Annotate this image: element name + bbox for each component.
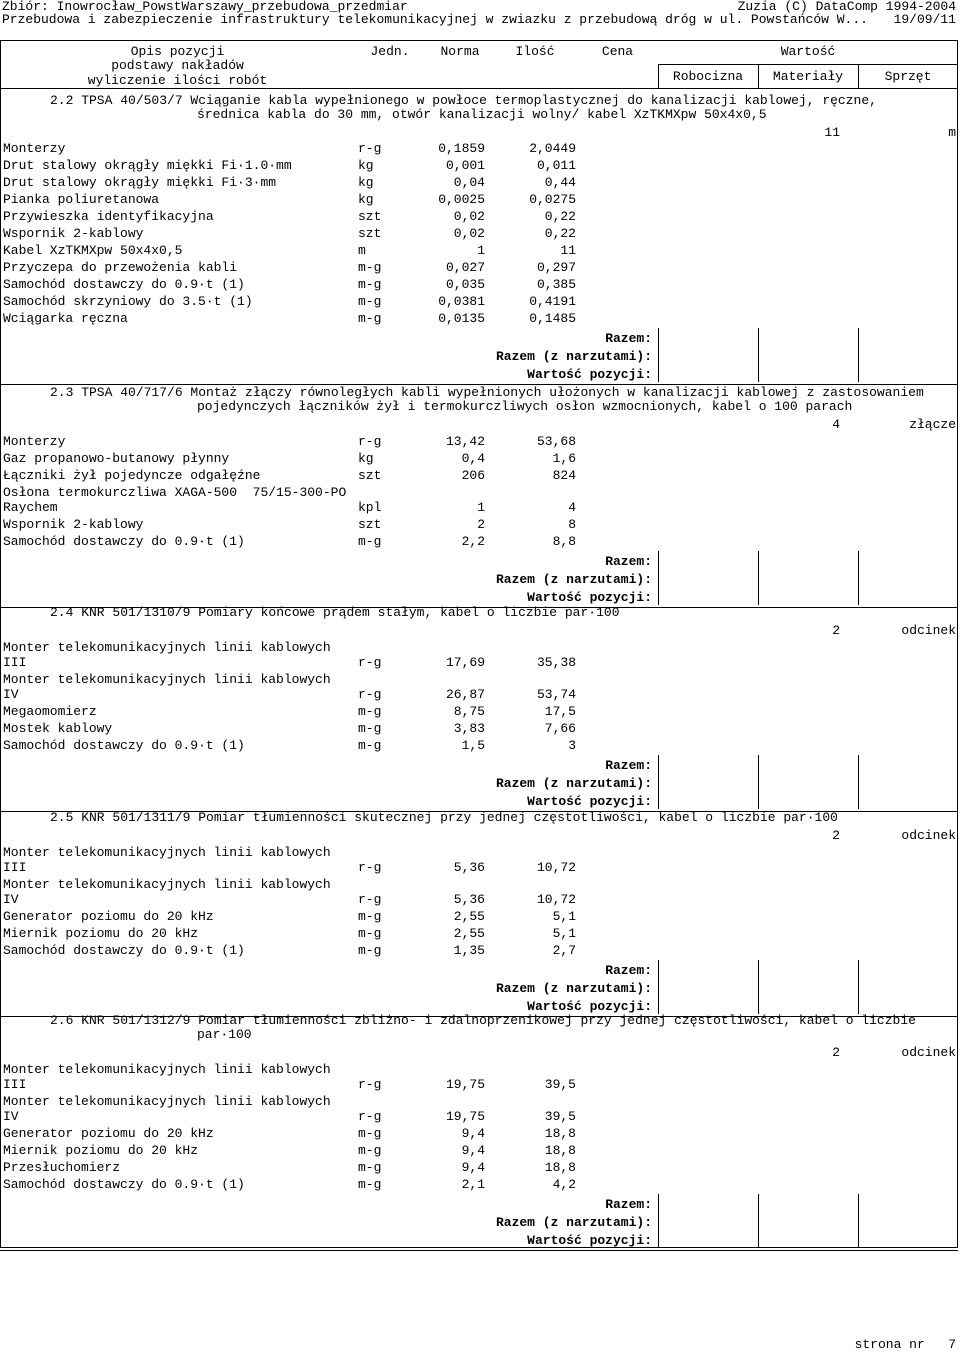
section-qty: 2 bbox=[832, 1045, 840, 1060]
row-ilosc: 53,68 bbox=[536, 434, 576, 449]
section-title: 2.2 TPSA 40/503/7 Wciąganie kabla wypełnionego w powłoce termoplastycznej do kanalizacji kablowej, ręczne, bbox=[50, 93, 877, 108]
row-norma: 0,0135 bbox=[438, 311, 485, 326]
row-name: Wspornik 2-kablowy bbox=[3, 517, 144, 532]
row-norma: 1 bbox=[477, 500, 485, 515]
row-norma: 0,02 bbox=[453, 209, 485, 224]
row-norma: 0,027 bbox=[445, 260, 485, 275]
wartosc-pozycji-label: Wartość pozycji: bbox=[527, 794, 652, 809]
row-name: Monter telekomunikacyjnych linii kablowych bbox=[3, 877, 331, 892]
row-norma: 9,4 bbox=[461, 1126, 485, 1141]
row-norma: 0,0381 bbox=[438, 294, 485, 309]
wartosc-pozycji-label: Wartość pozycji: bbox=[527, 590, 652, 605]
header-date: 19/09/11 bbox=[893, 12, 956, 27]
row-jedn: m-g bbox=[358, 721, 382, 736]
row-ilosc: 0,011 bbox=[536, 158, 576, 173]
row-name-cont: IV bbox=[3, 687, 19, 702]
section-title: 2.3 TPSA 40/717/6 Montaż złączy równoległych kabli wypełnionych ułożonych w kanalizacji kablowej z zastosowaniem bbox=[50, 385, 924, 400]
row-name: Osłona termokurczliwa XAGA-500 75/15-300-PO bbox=[3, 485, 347, 500]
row-ilosc: 8,8 bbox=[552, 534, 576, 549]
row-jedn: kg bbox=[358, 192, 374, 207]
row-norma: 0,0025 bbox=[438, 192, 485, 207]
row-name: Przyczepa do przewożenia kabli bbox=[3, 260, 238, 275]
row-name: Monter telekomunikacyjnych linii kablowych bbox=[3, 1094, 331, 1109]
section-qty: 2 bbox=[832, 828, 840, 843]
row-jedn: r-g bbox=[358, 860, 382, 875]
row-name: Drut stalowy okrągły miękki Fi·3·mm bbox=[3, 175, 277, 190]
header-software: Zuzia (C) DataComp 1994-2004 bbox=[737, 0, 956, 14]
row-norma: 5,36 bbox=[453, 860, 485, 875]
row-ilosc: 17,5 bbox=[544, 704, 576, 719]
row-norma: 0,4 bbox=[461, 451, 485, 466]
row-norma: 8,75 bbox=[453, 704, 485, 719]
wartosc-pozycji-label: Wartość pozycji: bbox=[527, 999, 652, 1014]
row-jedn: kg bbox=[358, 175, 374, 190]
row-name: Megaomomierz bbox=[3, 704, 97, 719]
row-name-cont: IV bbox=[3, 892, 19, 907]
row-name: Samochód dostawczy do 0.9·t (1) bbox=[3, 943, 245, 958]
row-jedn: r-g bbox=[358, 892, 382, 907]
section-unit: złącze bbox=[909, 417, 956, 432]
col-materialy: Materiały bbox=[772, 69, 844, 84]
row-ilosc: 39,5 bbox=[544, 1109, 576, 1124]
row-name: Wspornik 2-kablowy bbox=[3, 226, 144, 241]
row-ilosc: 0,0275 bbox=[529, 192, 576, 207]
row-ilosc: 10,72 bbox=[536, 892, 576, 907]
row-jedn: m-g bbox=[358, 909, 382, 924]
row-norma: 2,2 bbox=[461, 534, 485, 549]
row-ilosc: 11 bbox=[560, 243, 576, 258]
row-ilosc: 0,4191 bbox=[529, 294, 576, 309]
row-ilosc: 53,74 bbox=[536, 687, 576, 702]
row-name: Generator poziomu do 20 kHz bbox=[3, 909, 214, 924]
section-title: 2.4 KNR 501/1310/9 Pomiary końcowe prądem stałym, kabel o liczbie par·100 bbox=[50, 605, 620, 620]
row-norma: 1,35 bbox=[453, 943, 485, 958]
row-norma: 13,42 bbox=[445, 434, 485, 449]
row-ilosc: 39,5 bbox=[544, 1077, 576, 1092]
row-jedn: m-g bbox=[358, 534, 382, 549]
col-opis-line1: Opis pozycji bbox=[130, 44, 225, 59]
row-name-cont: III bbox=[3, 1077, 27, 1092]
row-jedn: szt bbox=[358, 226, 382, 241]
col-cena: Cena bbox=[601, 44, 634, 59]
row-name: Monterzy bbox=[3, 434, 66, 449]
col-opis-line3: wyliczenie ilości robót bbox=[87, 73, 268, 88]
razem-narzut-label: Razem (z narzutami): bbox=[495, 1215, 652, 1230]
row-jedn: m-g bbox=[358, 926, 382, 941]
row-jedn: kg bbox=[358, 158, 374, 173]
row-name: Samochód skrzyniowy do 3.5·t (1) bbox=[3, 294, 253, 309]
row-norma: 5,36 bbox=[453, 892, 485, 907]
razem-label: Razem: bbox=[605, 963, 652, 978]
row-name: Monter telekomunikacyjnych linii kablowych bbox=[3, 845, 331, 860]
row-ilosc: 7,66 bbox=[544, 721, 576, 736]
row-jedn: szt bbox=[358, 517, 382, 532]
header-vline-3 bbox=[858, 64, 859, 88]
razem-narzut-label: Razem (z narzutami): bbox=[495, 981, 652, 996]
section-title-cont: pojedynczych łączników żył i termokurczliwych osłon wzmocnionych, kabel o 100 parach bbox=[197, 399, 853, 414]
row-name: Samochód dostawczy do 0.9·t (1) bbox=[3, 534, 245, 549]
row-ilosc: 824 bbox=[552, 468, 576, 483]
row-norma: 2,1 bbox=[461, 1177, 485, 1192]
row-name: Gaz propanowo-butanowy płynny bbox=[3, 451, 230, 466]
row-norma: 3,83 bbox=[453, 721, 485, 736]
wartosc-pozycji-label: Wartość pozycji: bbox=[527, 367, 652, 382]
row-ilosc: 3 bbox=[568, 738, 576, 753]
row-jedn: szt bbox=[358, 209, 382, 224]
row-norma: 9,4 bbox=[461, 1143, 485, 1158]
row-name: Samochód dostawczy do 0.9·t (1) bbox=[3, 1177, 245, 1192]
row-name: Pianka poliuretanowa bbox=[3, 192, 160, 207]
row-ilosc: 18,8 bbox=[544, 1126, 576, 1141]
row-jedn: m bbox=[358, 243, 366, 258]
section-unit: odcinek bbox=[901, 623, 956, 638]
row-ilosc: 18,8 bbox=[544, 1160, 576, 1175]
row-ilosc: 2,0449 bbox=[529, 141, 576, 156]
section-title-cont: par·100 bbox=[197, 1027, 252, 1042]
row-jedn: kpl bbox=[358, 500, 382, 515]
section-qty: 4 bbox=[832, 417, 840, 432]
row-ilosc: 5,1 bbox=[552, 926, 576, 941]
row-name-cont: Raychem bbox=[3, 500, 58, 515]
section-title: 2.5 KNR 501/1311/9 Pomiar tłumienności skutecznej przy jednej częstotliwości, kabel o liczbie par·100 bbox=[50, 810, 838, 825]
row-name: Miernik poziomu do 20 kHz bbox=[3, 1143, 199, 1158]
row-norma: 0,04 bbox=[453, 175, 485, 190]
header-vline-2 bbox=[758, 64, 759, 88]
row-jedn: m-g bbox=[358, 1177, 382, 1192]
row-name-cont: IV bbox=[3, 1109, 19, 1124]
row-jedn: m-g bbox=[358, 260, 382, 275]
section-qty: 11 bbox=[824, 125, 840, 140]
row-norma: 1 bbox=[477, 243, 485, 258]
row-norma: 0,001 bbox=[445, 158, 485, 173]
razem-narzut-label: Razem (z narzutami): bbox=[495, 776, 652, 791]
row-jedn: m-g bbox=[358, 738, 382, 753]
col-wartosc: Wartość bbox=[780, 44, 836, 59]
row-norma: 19,75 bbox=[445, 1109, 485, 1124]
row-norma: 2,55 bbox=[453, 909, 485, 924]
row-jedn: m-g bbox=[358, 277, 382, 292]
row-norma: 0,035 bbox=[445, 277, 485, 292]
col-robocizna: Robocizna bbox=[672, 69, 744, 84]
row-ilosc: 2,7 bbox=[552, 943, 576, 958]
row-jedn: m-g bbox=[358, 294, 382, 309]
row-name: Wciągarka ręczna bbox=[3, 311, 128, 326]
row-name: Miernik poziomu do 20 kHz bbox=[3, 926, 199, 941]
header-vline-1 bbox=[658, 64, 659, 88]
row-jedn: szt bbox=[358, 468, 382, 483]
section-unit: m bbox=[948, 125, 956, 140]
row-ilosc: 0,44 bbox=[544, 175, 576, 190]
row-name: Generator poziomu do 20 kHz bbox=[3, 1126, 214, 1141]
section-qty: 2 bbox=[832, 623, 840, 638]
header-divider bbox=[0, 88, 958, 89]
row-jedn: m-g bbox=[358, 1143, 382, 1158]
col-jedn: Jedn. bbox=[370, 44, 410, 59]
row-jedn: r-g bbox=[358, 655, 382, 670]
page-number: strona nr 7 bbox=[854, 1337, 956, 1352]
section-title-cont: średnica kabla do 30 mm, otwór kanalizacji wolny/ kabel XzTKMXpw 50x4x0,5 bbox=[197, 107, 767, 122]
wartosc-divider bbox=[658, 64, 958, 65]
row-ilosc: 4 bbox=[568, 500, 576, 515]
row-norma: 2 bbox=[477, 517, 485, 532]
row-jedn: r-g bbox=[358, 141, 382, 156]
row-ilosc: 0,385 bbox=[536, 277, 576, 292]
col-ilosc: Ilość bbox=[515, 44, 555, 59]
row-name-cont: III bbox=[3, 860, 27, 875]
row-name: Mostek kablowy bbox=[3, 721, 113, 736]
row-name: Przesłuchomierz bbox=[3, 1160, 121, 1175]
col-sprzet: Sprzęt bbox=[884, 69, 932, 84]
row-name: Monter telekomunikacyjnych linii kablowych bbox=[3, 640, 331, 655]
row-jedn: r-g bbox=[358, 687, 382, 702]
row-norma: 206 bbox=[461, 468, 485, 483]
section-title: 2.6 KNR 501/1312/9 Pomiar tłumienności zbliżno- i zdalnoprzenikowej przy jednej częstotliwości, kabel o liczbie bbox=[50, 1013, 916, 1028]
row-name: Łączniki żył pojedyncze odgałęźne bbox=[3, 468, 261, 483]
row-ilosc: 35,38 bbox=[536, 655, 576, 670]
row-ilosc: 5,1 bbox=[552, 909, 576, 924]
row-norma: 1,5 bbox=[461, 738, 485, 753]
row-ilosc: 18,8 bbox=[544, 1143, 576, 1158]
row-name: Samochód dostawczy do 0.9·t (1) bbox=[3, 738, 245, 753]
row-ilosc: 0,297 bbox=[536, 260, 576, 275]
row-name: Monter telekomunikacyjnych linii kablowych bbox=[3, 672, 331, 687]
row-norma: 2,55 bbox=[453, 926, 485, 941]
row-ilosc: 4,2 bbox=[552, 1177, 576, 1192]
razem-narzut-label: Razem (z narzutami): bbox=[495, 349, 652, 364]
section-unit: odcinek bbox=[901, 828, 956, 843]
row-ilosc: 0,22 bbox=[544, 209, 576, 224]
row-name: Samochód dostawczy do 0.9·t (1) bbox=[3, 277, 245, 292]
row-jedn: kg bbox=[358, 451, 374, 466]
row-norma: 9,4 bbox=[461, 1160, 485, 1175]
header-collection: Zbiór: Inowrocław_PowstWarszawy_przebudowa_przedmiar bbox=[2, 0, 408, 14]
razem-label: Razem: bbox=[605, 758, 652, 773]
section-unit: odcinek bbox=[901, 1045, 956, 1060]
row-name: Monterzy bbox=[3, 141, 66, 156]
row-jedn: r-g bbox=[358, 1109, 382, 1124]
col-norma: Norma bbox=[440, 44, 480, 59]
row-norma: 26,87 bbox=[445, 687, 485, 702]
row-name: Kabel XzTKMXpw 50x4x0,5 bbox=[3, 243, 183, 258]
row-ilosc: 1,6 bbox=[552, 451, 576, 466]
row-name: Monter telekomunikacyjnych linii kablowych bbox=[3, 1062, 331, 1077]
row-jedn: r-g bbox=[358, 1077, 382, 1092]
row-ilosc: 0,22 bbox=[544, 226, 576, 241]
row-norma: 19,75 bbox=[445, 1077, 485, 1092]
row-jedn: r-g bbox=[358, 434, 382, 449]
row-jedn: m-g bbox=[358, 1160, 382, 1175]
row-jedn: m-g bbox=[358, 311, 382, 326]
wartosc-pozycji-label: Wartość pozycji: bbox=[527, 1233, 652, 1248]
col-opis-line2: podstawy nakładów bbox=[111, 58, 244, 73]
row-name: Przywieszka identyfikacyjna bbox=[3, 209, 214, 224]
row-jedn: m-g bbox=[358, 943, 382, 958]
row-norma: 0,1859 bbox=[438, 141, 485, 156]
row-name: Drut stalowy okrągły miękki Fi·1.0·mm bbox=[3, 158, 292, 173]
razem-label: Razem: bbox=[605, 1197, 652, 1212]
razem-label: Razem: bbox=[605, 554, 652, 569]
row-ilosc: 0,1485 bbox=[529, 311, 576, 326]
row-ilosc: 8 bbox=[568, 517, 576, 532]
row-norma: 0,02 bbox=[453, 226, 485, 241]
razem-narzut-label: Razem (z narzutami): bbox=[495, 572, 652, 587]
row-jedn: m-g bbox=[358, 704, 382, 719]
razem-label: Razem: bbox=[605, 331, 652, 346]
header-project: Przebudowa i zabezpieczenie infrastruktury telekomunikacyjnej w zwiazku z przebudową dróg w ul. Powstańców W... bbox=[2, 12, 868, 27]
row-norma: 17,69 bbox=[445, 655, 485, 670]
row-jedn: m-g bbox=[358, 1126, 382, 1141]
row-ilosc: 10,72 bbox=[536, 860, 576, 875]
row-name-cont: III bbox=[3, 655, 27, 670]
